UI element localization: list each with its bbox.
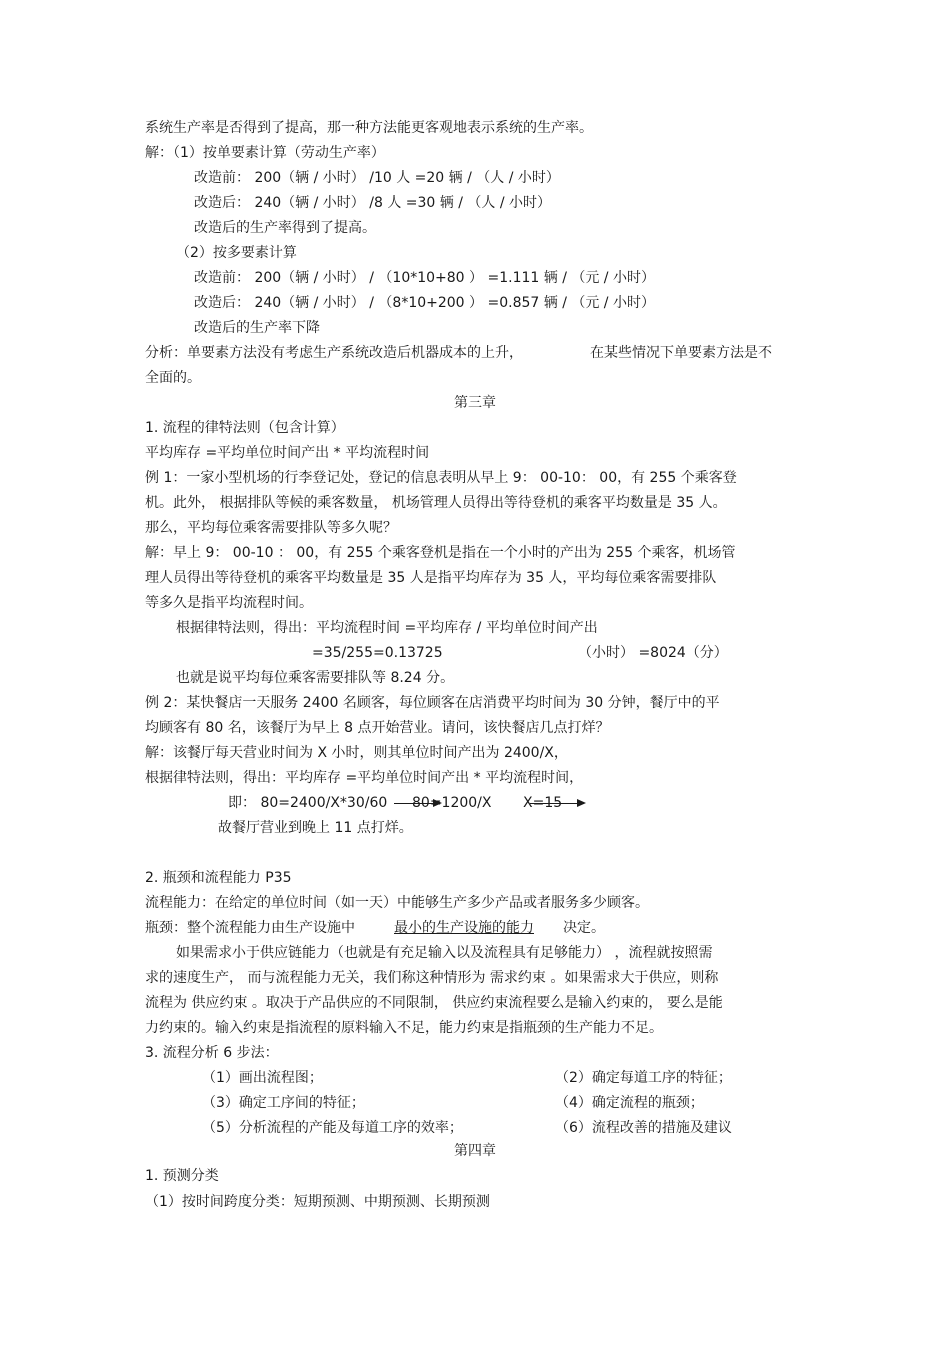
section-title: 3. 流程分析 6 步法：: [145, 1045, 279, 1061]
text-line: 根据律特法则，得出：平均库存 =平均单位时间产出 * 平均流程时间，: [145, 770, 584, 786]
text-line: 即： 80=2400/X*30/60: [228, 795, 388, 811]
section-title: 2. 瓶颈和流程能力 P35: [145, 870, 292, 886]
list-item: （1）画出流程图；: [202, 1070, 323, 1086]
section-title: 1. 预测分类: [145, 1168, 219, 1184]
text-line: 故餐厅营业到晚上 11 点打烊。: [218, 820, 413, 836]
text-line: 如果需求小于供应链能力（也就是有充足输入以及流程具有足够能力） ，流程就按照需: [176, 945, 713, 961]
text-line: 也就是说平均每位乘客需要排队等 8.24 分。: [176, 670, 455, 686]
list-item: （3）确定工序间的特征；: [202, 1095, 365, 1111]
text-line: 根据律特法则，得出：平均流程时间 =平均库存 / 平均单位时间产出: [176, 620, 598, 636]
text-line: X=15: [523, 795, 563, 811]
text-line: 例 2：某快餐店一天服务 2400 名顾客，每位顾客在店消费平均时间为 30 分钟，餐厅中的平: [145, 695, 720, 711]
text-line: 改造后的生产率得到了提高。: [194, 220, 376, 236]
text-line: 流程为 供应约束 。取决于产品供应的不同限制， 供应约束流程要么是输入约束的， 要么是能: [145, 995, 723, 1011]
text-line: 改造后： 240（辆 / 小时） /8 人 =30 辆 / （人 / 小时）: [194, 195, 551, 211]
text-line: 例 1：一家小型机场的行李登记处，登记的信息表明从早上 9： 00-10： 00，有 255 个乘客登: [145, 470, 737, 486]
text-line: 分析：单要素方法没有考虑生产系统改造后机器成本的上升，: [145, 345, 523, 361]
text-line: 改造前： 200（辆 / 小时） / （10*10+80 ） =1.111 辆 / （元 / 小时）: [194, 270, 655, 286]
text-line: 流程能力：在给定的单位时间（如一天）中能够生产多少产品或者服务多少顾客。: [145, 895, 649, 911]
text-line: 全面的。: [145, 370, 201, 386]
list-item: （6）流程改善的措施及建议: [555, 1120, 732, 1136]
text-line: 解：早上 9： 00-10 ： 00，有 255 个乘客登机是指在一个小时的产出为 255 个乘客，机场管: [145, 545, 736, 561]
text-line: 解：（1）按单要素计算（劳动生产率）: [145, 145, 385, 161]
text-line: 改造前： 200（辆 / 小时） /10 人 =20 辆 / （人 / 小时）: [194, 170, 560, 186]
text-line: 力约束的。输入约束是指流程的原料输入不足，能力约束是指瓶颈的生产能力不足。: [145, 1020, 663, 1036]
text-line: 在某些情况下单要素方法是不: [590, 345, 772, 361]
text-line: 改造后的生产率下降: [194, 320, 320, 336]
text-line: 80=1200/X: [412, 795, 492, 811]
chapter-title: 第四章: [454, 1143, 496, 1159]
list-item: （5）分析流程的产能及每道工序的效率；: [202, 1120, 463, 1136]
formula: 平均库存 =平均单位时间产出 * 平均流程时间: [145, 445, 430, 461]
text-line: 改造后： 240（辆 / 小时） / （8*10+200 ） =0.857 辆 / （元 / 小时）: [194, 295, 655, 311]
text-line: 均顾客有 80 名，该餐厅为早上 8 点开始营业。请问，该快餐店几点打烊？: [145, 720, 610, 736]
section-title: 1. 流程的律特法则（包含计算）: [145, 420, 345, 436]
text-line: 决定。: [563, 920, 605, 936]
text-line: 那么，平均每位乘客需要排队等多久呢？: [145, 520, 397, 536]
text-line: 解：该餐厅每天营业时间为 X 小时，则其单位时间产出为 2400/X，: [145, 745, 568, 761]
text-line: 理人员得出等待登机的乘客平均数量是 35 人是指平均库存为 35 人，平均每位乘客需要排队: [145, 570, 717, 586]
underlined-text: 最小的生产设施的能力: [394, 920, 534, 936]
text-line: 系统生产率是否得到了提高，那一种方法能更客观地表示系统的生产率。: [145, 120, 593, 136]
list-item: （2）确定每道工序的特征；: [555, 1070, 732, 1086]
text-line: =35/255=0.13725: [312, 645, 443, 661]
text-line: 等多久是指平均流程时间。: [145, 595, 313, 611]
list-item: （4）确定流程的瓶颈；: [555, 1095, 704, 1111]
text-line: （2）按多要素计算: [176, 245, 297, 261]
text-line: （1）按时间跨度分类：短期预测、中期预测、长期预测: [145, 1194, 490, 1210]
text-line: 瓶颈：整个流程能力由生产设施中: [145, 920, 355, 936]
text-line: 求的速度生产， 而与流程能力无关，我们称这种情形为 需求约束 。如果需求大于供应，则称: [145, 970, 719, 986]
text-line: 机。此外， 根据排队等候的乘客数量， 机场管理人员得出等待登机的乘客平均数量是 35 人。: [145, 495, 727, 511]
arrow-icon: [530, 803, 584, 804]
chapter-title: 第三章: [454, 395, 496, 411]
text-line: （小时） =8024（分）: [578, 645, 728, 661]
